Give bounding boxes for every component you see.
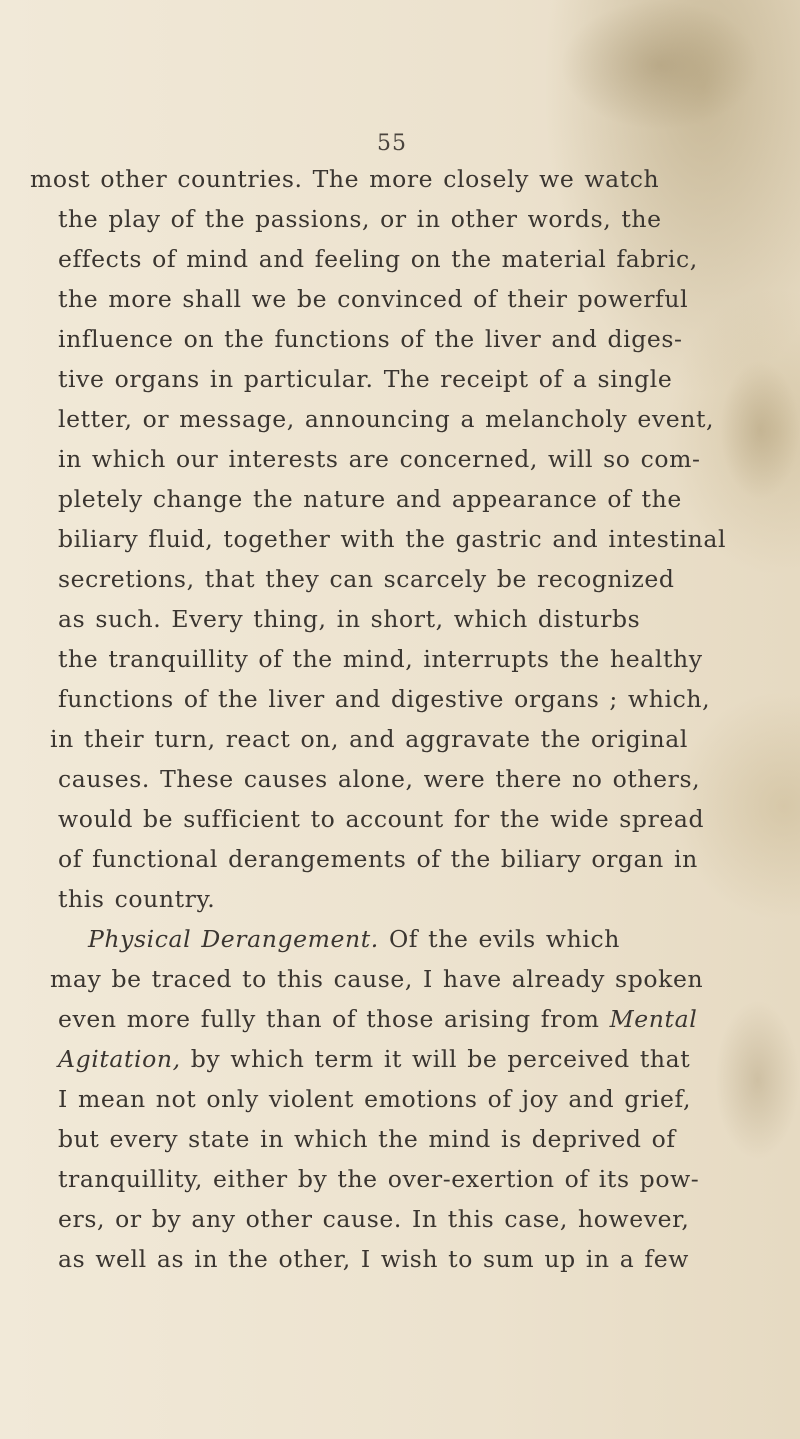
- text-line: pletely change the nature and appearance of the: [58, 485, 682, 513]
- text-line: tive organs in particular. The receipt of a single: [58, 365, 673, 393]
- text-line: of functional derangements of the biliary organ in: [58, 845, 698, 873]
- text-line: letter, or message, announcing a melancholy event,: [58, 405, 715, 433]
- text-line: influence on the functions of the liver and diges-: [58, 325, 683, 353]
- text-line: ers, or by any other cause. In this case, however,: [58, 1205, 690, 1233]
- text-line: as such. Every thing, in short, which disturbs: [58, 605, 641, 633]
- text-line: Physical Derangement. Of the evils which: [88, 925, 620, 953]
- text-line: biliary fluid, together with the gastric and intestinal: [58, 525, 727, 553]
- text-line: but every state in which the mind is deprived of: [58, 1125, 676, 1153]
- page-number: 55: [377, 131, 407, 156]
- text-line: most other countries. The more closely we watch: [30, 165, 660, 193]
- paper-stain: [715, 1000, 800, 1160]
- text-line: this country.: [58, 885, 216, 913]
- text-line: effects of mind and feeling on the material fabric,: [58, 245, 698, 273]
- text-line: even more fully than of those arising from Mental: [58, 1005, 698, 1033]
- text-line: in which our interests are concerned, will so com-: [58, 445, 701, 473]
- text-line: I mean not only violent emotions of joy and grief,: [58, 1085, 692, 1113]
- text-line: would be sufficient to account for the wide spread: [58, 805, 705, 833]
- text-line: functions of the liver and digestive organs ; which,: [58, 685, 711, 713]
- text-line: the more shall we be convinced of their powerful: [58, 285, 689, 313]
- text-line: secretions, that they can scarcely be recognized: [58, 565, 675, 593]
- text-line: as well as in the other, I wish to sum up in a few: [58, 1245, 689, 1273]
- text-line: in their turn, react on, and aggravate the original: [50, 725, 688, 753]
- paper-stain: [560, 0, 760, 130]
- text-line: the tranquillity of the mind, interrupts the healthy: [58, 645, 703, 673]
- text-line: the play of the passions, or in other words, the: [58, 205, 662, 233]
- text-line: causes. These causes alone, were there no others,: [58, 765, 701, 793]
- text-line: Agitation, by which term it will be perceived that: [58, 1045, 691, 1073]
- paper-stain: [720, 360, 800, 500]
- text-line: tranquillity, either by the over-exertion of its pow-: [58, 1165, 700, 1193]
- text-line: may be traced to this cause, I have already spoken: [50, 965, 704, 993]
